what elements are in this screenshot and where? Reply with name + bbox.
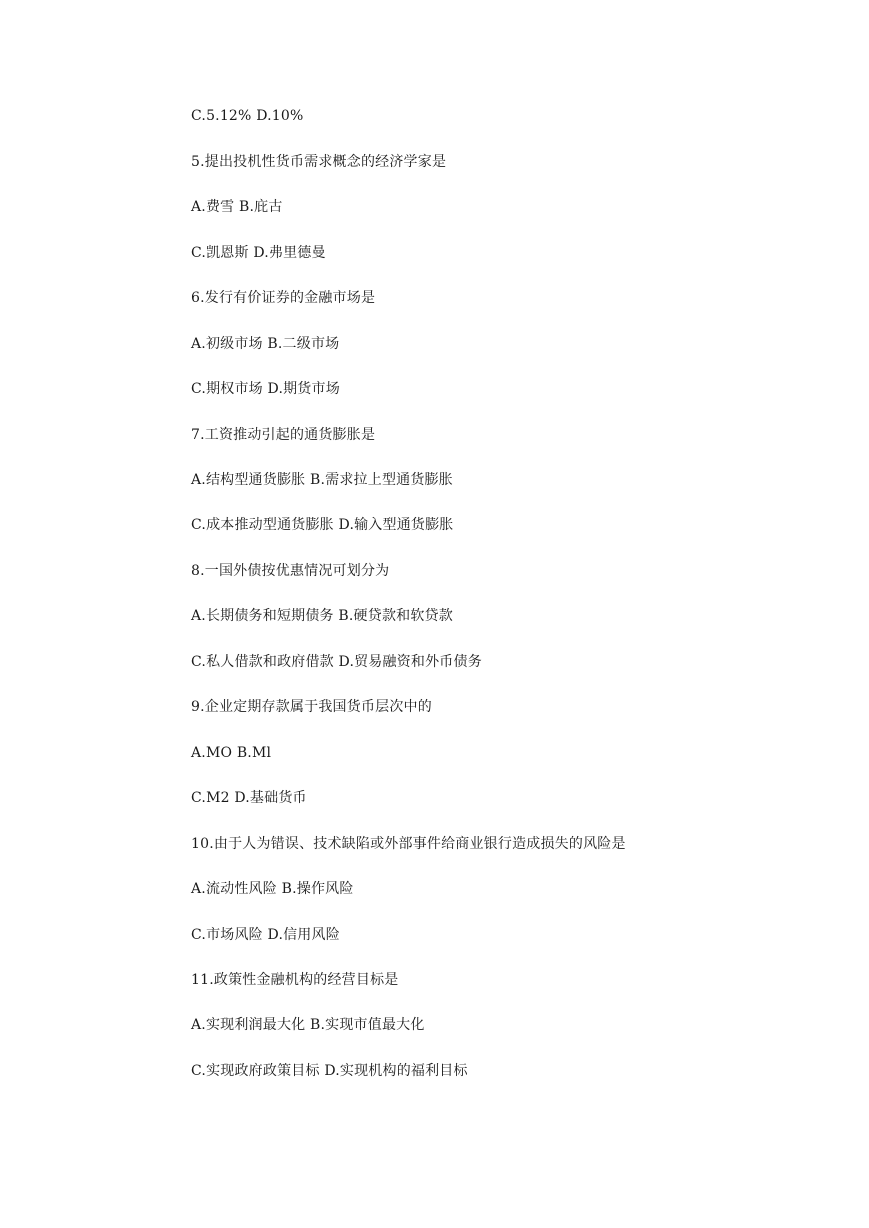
option-line: A.长期债务和短期债务 B.硬贷款和软贷款: [191, 608, 453, 624]
question-line: 5.提出投机性货币需求概念的经济学家是: [191, 154, 447, 170]
option-line: C.期权市场 D.期货市场: [191, 381, 340, 397]
question-line: 10.由于人为错误、技术缺陷或外部事件给商业银行造成损失的风险是: [191, 836, 626, 852]
option-line: A.流动性风险 B.操作风险: [191, 881, 354, 897]
question-line: 8.一国外债按优惠情况可划分为: [191, 563, 390, 579]
option-line: A.实现利润最大化 B.实现市值最大化: [191, 1017, 425, 1033]
option-line: C.5.12% D.10%: [191, 108, 304, 124]
option-line: C.成本推动型通货膨胀 D.输入型通货膨胀: [191, 517, 454, 533]
question-line: 9.企业定期存款属于我国货币层次中的: [191, 699, 432, 715]
option-line: A.初级市场 B.二级市场: [191, 336, 340, 352]
option-line: A.费雪 B.庇古: [191, 199, 283, 215]
question-line: 6.发行有价证券的金融市场是: [191, 290, 376, 306]
question-line: 11.政策性金融机构的经营目标是: [191, 972, 399, 988]
option-line: A.结构型通货膨胀 B.需求拉上型通货膨胀: [191, 472, 453, 488]
option-line: C.实现政府政策目标 D.实现机构的福利目标: [191, 1063, 468, 1079]
option-line: C.私人借款和政府借款 D.贸易融资和外币债务: [191, 654, 482, 670]
option-line: A.MO B.Ml: [191, 745, 272, 761]
option-line: C.凯恩斯 D.弗里德曼: [191, 245, 326, 261]
option-line: C.市场风险 D.信用风险: [191, 927, 340, 943]
option-line: C.M2 D.基础货币: [191, 790, 307, 806]
question-line: 7.工资推动引起的通货膨胀是: [191, 427, 376, 443]
